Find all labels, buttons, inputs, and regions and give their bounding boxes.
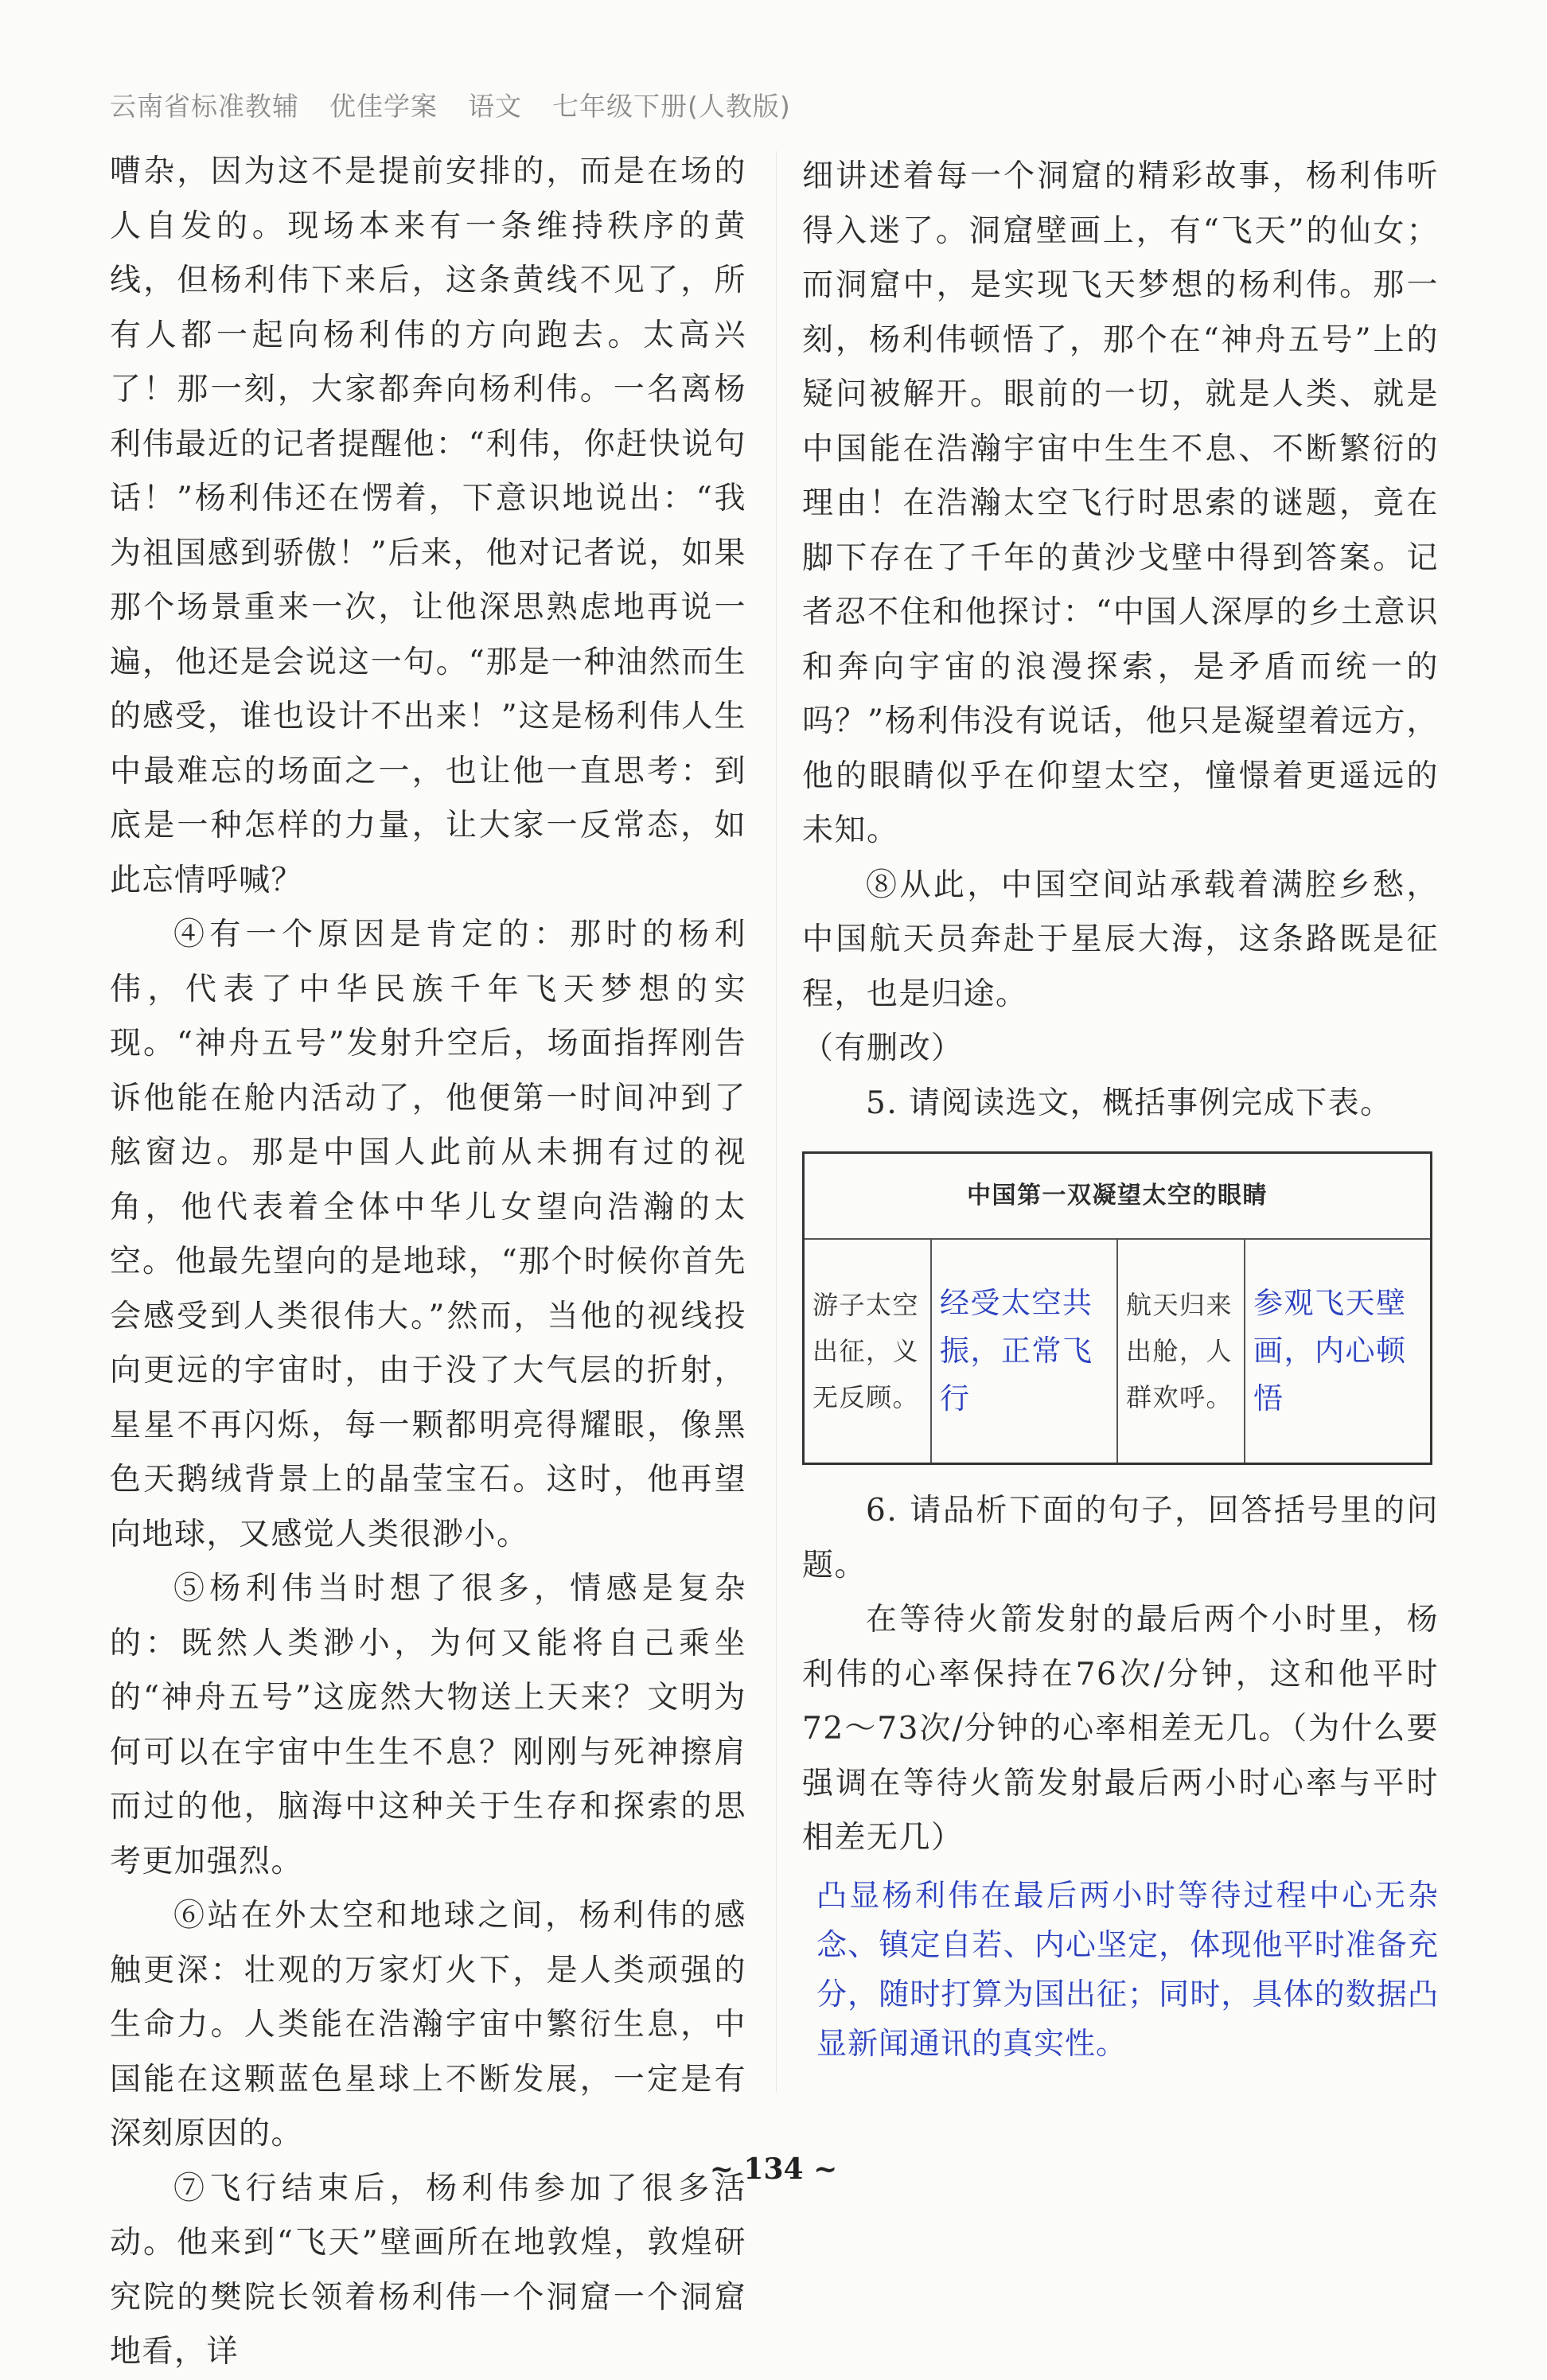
table-row [804,1239,1432,1464]
revision-note: （有删改） [802,1030,964,1066]
question-6-quote: 在等待火箭发射的最后两个小时里，杨利伟的心率保持在76次/分钟，这和他平时72～73次/分钟的心率相差无几。（为什么要强调在等待火箭发射最后两小时心率与平时相差无几） [802,1602,1439,1856]
header-series: 优佳学案 [329,91,438,122]
paragraph: 嘈杂，因为这不是提前安排的，而是在场的人自发的。现场本来有一条维持秩序的黄线，但杨利伟下来后，这条黄线不见了，所有人都一起向杨利伟的方向跑去。太高兴了！那一刻，大家都奔向杨利伟。一名离杨利伟最近的记者提醒他：“利伟，你赶快说句话！”杨利伟还在愣着，下意识地说出：“我为祖国感到骄傲！”后来，他对记者说，如果那个场景重来一次，让他深思熟虑地再说一遍，他还是会说这一句。“那是一种油然而生的感受，谁也设计不出来！”这是杨利伟人生中最难忘的场面之一，也让他一直思考：到底是一种怎样的力量，让大家一反常态，如此忘情呼喊？ [110,154,746,898]
question-6-prompt: 6. 请品析下面的句子，回答括号里的问题。 [802,1493,1439,1583]
question-5-prompt: 5. 请阅读选文，概括事例完成下表。 [866,1085,1393,1121]
paragraph-5: ⑤杨利伟当时想了很多，情感是复杂的：既然人类渺小，为何又能将自己乘坐的“神舟五号”这庞然大物送上天来？文明为何可以在宇宙中生生不息？刚刚与死神擦肩而过的他，脑海中这种关于生存和探索的思考更加强烈。 [110,1571,746,1879]
table-cell-given: 航天归来出舱，人群欢呼。 [1117,1239,1245,1464]
table-cell-given: 游子太空出征，义无反顾。 [812,1290,920,1412]
page-header [110,86,821,123]
paragraph-7-continued: 细讲述着每一个洞窟的精彩故事，杨利伟听得入迷了。洞窟壁画上，有“飞天”的仙女；而洞窟中，是实现飞天梦想的杨利伟。那一刻，杨利伟顿悟了，那个在“神舟五号”上的疑问被解开。眼前的一切，就是人类、就是中国能在浩瀚宇宙中生生不息、不断繁衍的理由！在浩瀚太空飞行时思索的谜题，竟在脚下存在了千年的黄沙戈壁中得到答案。记者忍不住和他探讨：“中国人深厚的乡土意识和奔向宇宙的浪漫探索，是矛盾而统一的吗？”杨利伟没有说话，他只是凝望着远方，他的眼睛似乎在仰望太空，憧憬着更遥远的未知。 [802,158,1439,848]
paragraph-7: ⑦飞行结束后，杨利伟参加了很多活动。他来到“飞天”壁画所在地敦煌，敦煌研究院的樊院长领着杨利伟一个洞窟一个洞窟地看，详 [110,2170,746,2370]
header-grade: 七年级下册(人教版) [552,91,791,122]
table-cell-answer[interactable]: 经受太空共振，正常飞行 [931,1239,1117,1464]
right-column [802,150,1439,2068]
column-divider [776,151,777,2093]
header-province: 云南省标准教辅 [110,91,299,122]
paragraph-4: ④有一个原因是肯定的：那时的杨利伟，代表了中华民族千年飞天梦想的实现。“神舟五号”发射升空后，场面指挥刚告诉他能在舱内活动了，他便第一时间冲到了舷窗边。那是中国人此前从未拥有过的视角，他代表着全体中华儿女望向浩瀚的太空。他最先望向的是地球，“那个时候你首先会感受到人类很伟大。”然而，当他的视线投向更远的宇宙时，由于没了大气层的折射，星星不再闪烁，每一颗都明亮得耀眼，像黑色天鹅绒背景上的晶莹宝石。这时，他再望向地球，又感觉人类很渺小。 [110,917,746,1552]
question-5-table [802,1151,1432,1465]
paragraph-6: ⑥站在外太空和地球之间，杨利伟的感触更深：壮观的万家灯火下，是人类顽强的生命力。人类能在浩瀚宇宙中繁衍生息，中国能在这颗蓝色星球上不断发展，一定是有深刻原因的。 [110,1898,746,2152]
paragraph-8: ⑧从此，中国空间站承载着满腔乡愁，中国航天员奔赴于星辰大海，这条路既是征程，也是归途。 [802,867,1439,1012]
left-column [110,145,746,2380]
question-6-answer[interactable]: 凸显杨利伟在最后两小时等待过程中心无杂念、镇定自若、内心坚定，体现他平时准备充分，随时打算为国出征；同时，具体的数据凸显新闻通讯的真实性。 [816,1877,1439,2061]
page-number: ~ 134 ~ [709,2152,838,2186]
table-title: 中国第一双凝望太空的眼睛 [804,1153,1432,1240]
table-cell-answer[interactable]: 参观飞天壁画，内心顿悟 [1245,1239,1432,1464]
header-subject: 语文 [468,91,522,122]
